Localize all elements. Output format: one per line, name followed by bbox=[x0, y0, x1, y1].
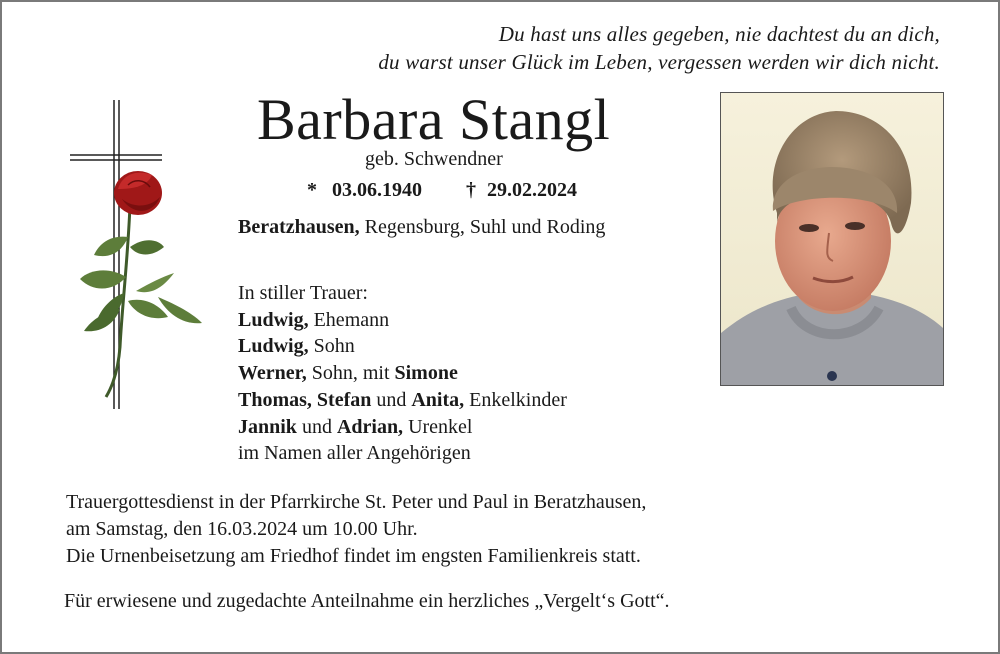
mourners-intro: In stiller Trauer: bbox=[238, 282, 368, 304]
place-bold: Beratzhausen, bbox=[238, 216, 360, 238]
motto-line-2: du warst unser Glück im Leben, vergessen werden wir dich nicht. bbox=[378, 50, 940, 74]
death-symbol: † bbox=[466, 179, 476, 201]
mourners-list bbox=[238, 280, 567, 467]
motto-verse bbox=[378, 20, 940, 76]
birth-name: geb. Schwendner bbox=[365, 148, 503, 170]
mourner-line: Ludwig, Ehemann bbox=[238, 308, 390, 331]
thanks-note: Für erwiesene und zugedachte Anteilnahme ein herzliches „Vergelt‘s Gott“. bbox=[64, 590, 670, 612]
service-info bbox=[66, 489, 646, 570]
mourner-line: Werner, Sohn, mit Simone bbox=[238, 362, 458, 385]
service-line-3: Die Urnenbeisetzung am Friedhof findet im engsten Familienkreis statt. bbox=[66, 545, 641, 567]
life-dates bbox=[307, 179, 577, 202]
mourners-closing: im Namen aller Angehörigen bbox=[238, 442, 471, 465]
death-date: 29.02.2024 bbox=[487, 179, 577, 201]
places bbox=[238, 214, 638, 240]
mourner-line: Thomas, Stefan und Anita, Enkelkinder bbox=[238, 388, 567, 411]
service-line-2: am Samstag, den 16.03.2024 um 10.00 Uhr. bbox=[66, 518, 418, 540]
service-line-1: Trauergottesdienst in der Pfarrkirche St. Peter und Paul in Beratzhausen, bbox=[66, 491, 647, 513]
born-symbol: * bbox=[307, 179, 317, 201]
portrait-photo bbox=[720, 92, 944, 386]
motto-line-1: Du hast uns alles gegeben, nie dachtest du an dich, bbox=[498, 22, 940, 46]
deceased-name: Barbara Stangl bbox=[257, 87, 611, 152]
mourner-line: Ludwig, Sohn bbox=[238, 335, 355, 358]
cross-with-rose-icon bbox=[62, 97, 212, 417]
place-rest: Regensburg, Suhl und Roding bbox=[359, 216, 606, 238]
mourner-line: Jannik und Adrian, Urenkel bbox=[238, 415, 473, 438]
birth-date: 03.06.1940 bbox=[332, 179, 422, 201]
